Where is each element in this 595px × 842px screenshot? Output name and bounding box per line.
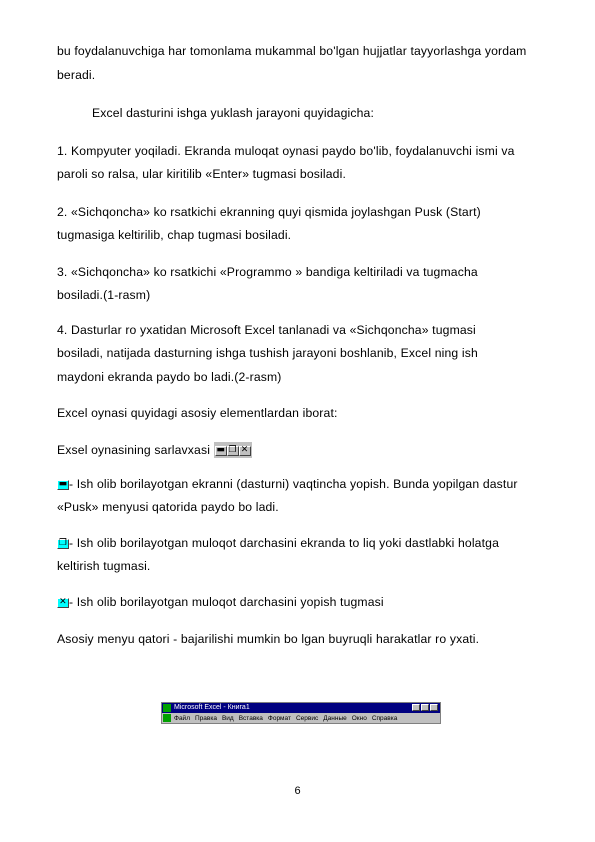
step-2-line: tugmasiga keltirilib, chap tugmasi bosiladi. [57,228,292,242]
close-icon [430,704,438,711]
close-icon: ✕ [239,446,251,456]
close-description [57,594,384,610]
step-4-line: 4. Dasturlar ro yxatidan Microsoft Excel tanlanadi va «Sichqoncha» tugmasi [57,323,476,337]
window-controls [214,442,252,458]
step-4-line: bosiladi, natijada dasturning ishga tushish jarayoni boshlanib, Excel ning ish [57,346,478,360]
menu-item-file[interactable]: Файл [174,715,190,722]
excel-title: Microsoft Excel - Книга1 [174,704,250,711]
menu-item-format[interactable]: Формат [267,715,291,722]
minimize-icon: ▬ [58,479,68,489]
restore-text: - Ish olib borilayotgan muloqot darchasini ekranda to liq yoki dastlabki holatga [69,536,500,550]
excel-window-thumbnail [161,702,441,724]
menu-item-help[interactable]: Справка [371,715,398,722]
restore-icon: ❐ [228,445,237,455]
step-1-line: 1. Kompyuter yoqiladi. Ekranda muloqat oynasi paydo bo'lib, foydalanuvchi ismi va [57,144,515,158]
page-number: 6 [294,785,301,797]
menu-description: Asosiy menyu qatori - bajarilishi mumkin bo lgan buyruqli harakatlar ro yxati. [57,632,480,646]
step-3-line: 3. «Sichqoncha» ko rsatkichi «Programmo » bandiga keltiriladi va tugmacha [57,265,478,279]
restore-icon: ❐ [58,538,68,548]
excel-logo-icon [163,704,171,712]
step-3-line: bosiladi.(1-rasm) [57,288,151,302]
restore-description-cont: keltirish tugmasi. [57,559,151,573]
minimize-description [57,476,518,492]
menu-item-data[interactable]: Данные [323,715,347,722]
header-label: Exsel oynasining sarlavxasi [57,443,211,457]
excel-title-bar [162,703,440,713]
step-4-line: maydoni ekranda paydo bo ladi.(2-rasm) [57,370,282,384]
restore-icon [421,704,429,711]
minimize-text: - Ish olib borilayotgan ekranni (dasturni) vaqtincha yopish. Bunda yopilgan dastur [69,477,518,491]
step-1-line: paroli so ralsa, ular kiritilib «Enter» tugmasi bosiladi. [57,167,346,181]
minimize-icon: ▬ [216,445,225,455]
minimize-description-cont: «Pusk» menyusi qatorida paydo bo ladi. [57,500,279,514]
menu-item-tools[interactable]: Сервис [295,715,319,722]
step-2-line: 2. «Sichqoncha» ko rsatkichi ekranning quyi qismida joylashgan Pusk (Start) [57,205,481,219]
restore-description [57,535,499,551]
close-text: - Ish olib borilayotgan muloqot darchasini yopish tugmasi [69,595,384,609]
menu-item-edit[interactable]: Правка [194,715,217,722]
header-line [57,442,252,458]
paragraph-line: bu foydalanuvchiga har tomonlama mukammal bo'lgan hujjatlar tayyorlashga yordam [57,44,527,58]
menu-item-window[interactable]: Окно [351,715,367,722]
excel-doc-icon [163,714,171,722]
close-icon: ✕ [57,598,69,608]
section-heading: Excel dasturini ishga yuklash jarayoni quyidagicha: [92,106,375,120]
excel-menu-bar [162,713,440,724]
minimize-icon [412,704,420,711]
elements-intro: Excel oynasi quyidagi asosiy elementlardan iborat: [57,406,338,420]
menu-item-insert[interactable]: Вставка [238,715,263,722]
paragraph-line: beradi. [57,68,96,82]
menu-item-view[interactable]: Вид [221,715,234,722]
